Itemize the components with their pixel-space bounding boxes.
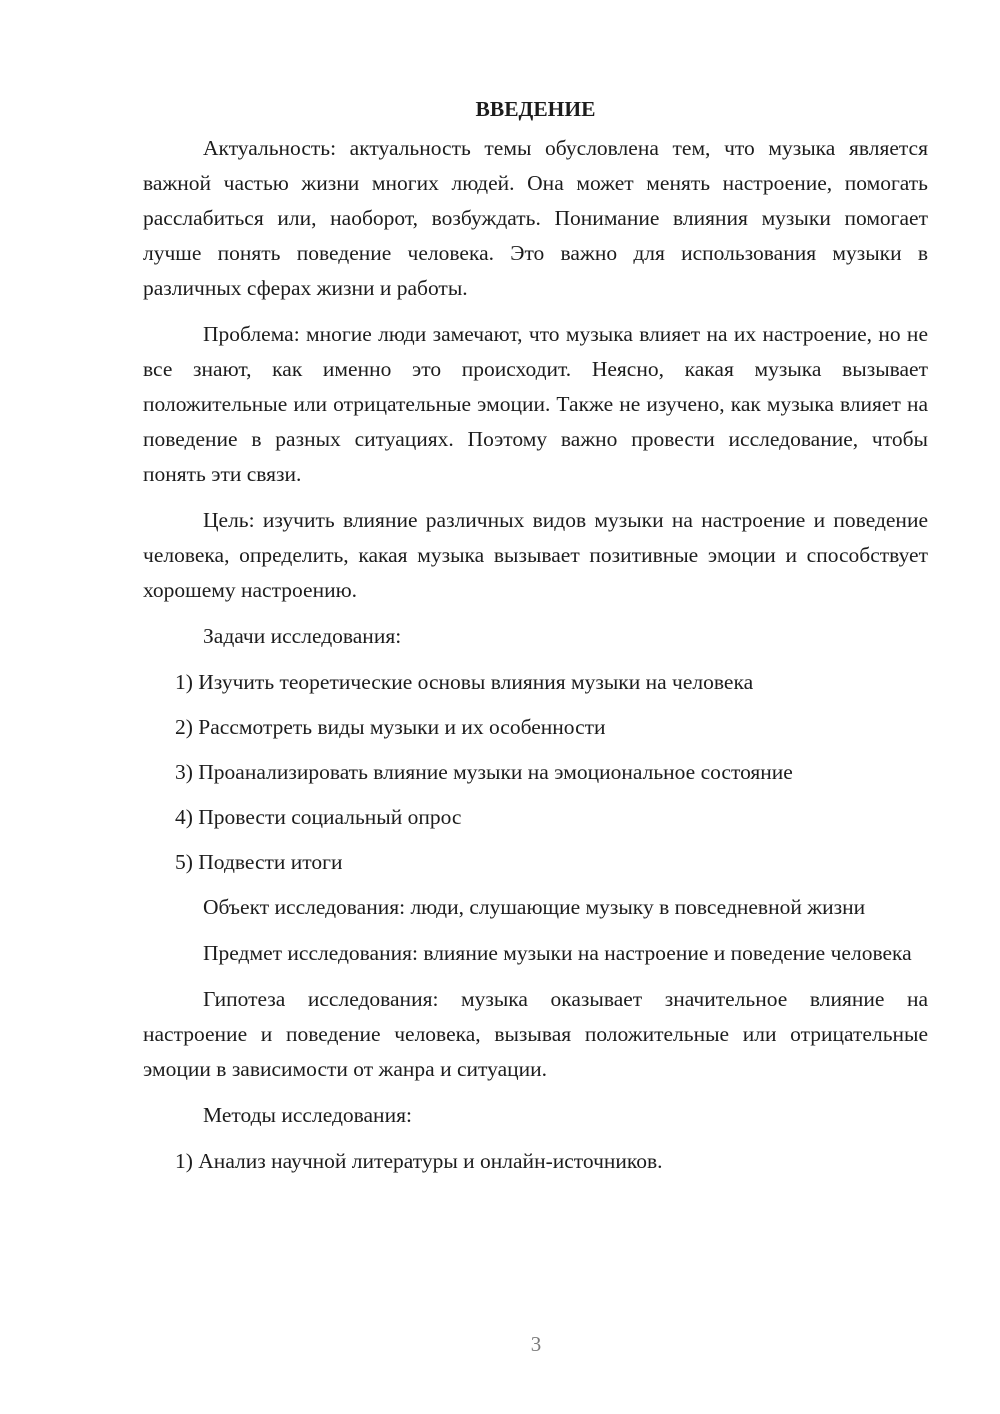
section-title: ВВЕДЕНИЕ (475, 97, 596, 121)
methods-list (143, 1144, 928, 1179)
tasks-list (143, 665, 928, 880)
relevance-paragraph: Актуальность: актуальность темы обусловлена тем, что музыка является важной частью жизни многих людей. Она может менять настроение, помогать расслабиться или, наоборот, возбуждать. Понимание влияния музыки помогает лучше понять поведение человека. Это важно для использования музыки в различных сферах жизни и работы. (143, 136, 928, 300)
list-item: 3) Проанализировать влияние музыки на эмоциональное состояние (175, 760, 793, 784)
hypothesis-paragraph: Гипотеза исследования: музыка оказывает значительное влияние на настроение и поведение человека, вызывая положительные или отрицательные эмоции в зависимости от жанра и ситуации. (143, 987, 928, 1081)
object-paragraph: Объект исследования: люди, слушающие музыку в повседневной жизни (203, 895, 866, 919)
list-item: 1) Изучить теоретические основы влияния музыки на человека (175, 670, 754, 694)
list-item: 5) Подвести итоги (175, 850, 343, 874)
methods-label: Методы исследования: (203, 1103, 412, 1127)
tasks-label: Задачи исследования: (203, 624, 402, 648)
page-content (143, 92, 928, 1189)
goal-paragraph: Цель: изучить влияние различных видов музыки на настроение и поведение человека, определить, какая музыка вызывает позитивные эмоции и способствует хорошему настроению. (143, 508, 928, 602)
problem-paragraph: Проблема: многие люди замечают, что музыка влияет на их настроение, но не все знают, как именно это происходит. Неясно, какая музыка вызывает положительные или отрицательные эмоции. Также не изучено, как музыка влияет на поведение в разных ситуациях. Поэтому важно провести исследование, чтобы понять эти связи. (143, 322, 928, 486)
subject-paragraph: Предмет исследования: влияние музыки на настроение и поведение человека (203, 941, 912, 965)
list-item: 2) Рассмотреть виды музыки и их особенности (175, 715, 606, 739)
page-number: 3 (530, 1332, 542, 1356)
list-item: 1) Анализ научной литературы и онлайн-источников. (175, 1149, 663, 1173)
list-item: 4) Провести социальный опрос (175, 805, 462, 829)
